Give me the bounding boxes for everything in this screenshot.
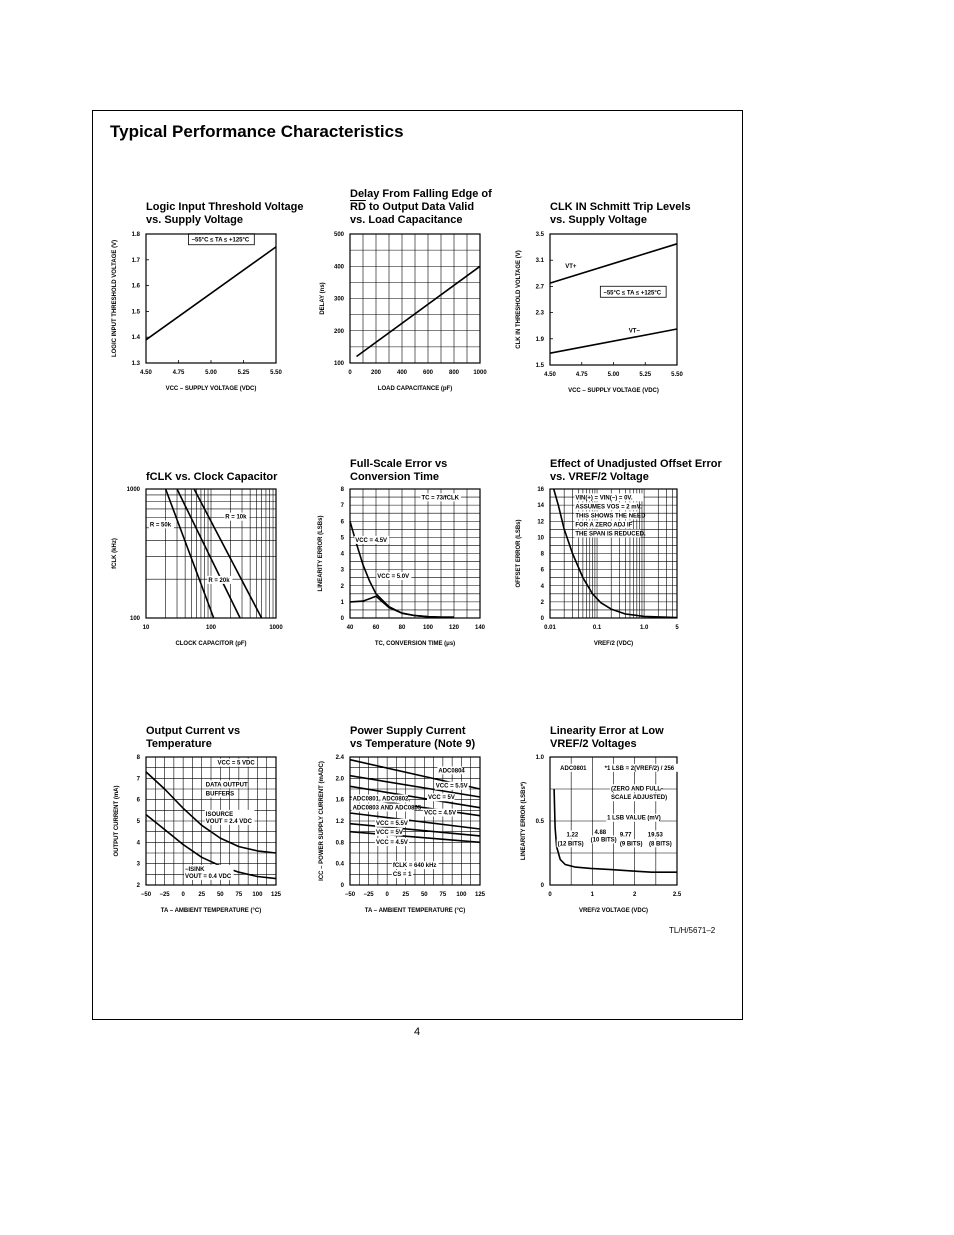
y-tick-label: 1000 <box>126 487 140 493</box>
y-tick-label: 1.5 <box>535 363 544 369</box>
chart-annotation: THE SPAN IS REDUCED. <box>575 531 646 538</box>
y-tick-label: 16 <box>537 487 544 493</box>
x-tick-label: 0 <box>348 370 352 376</box>
x-tick-label: 5 <box>675 625 679 631</box>
y-tick-label: 0.8 <box>335 840 344 847</box>
x-tick-label: 200 <box>370 370 382 376</box>
x-tick-label: 25 <box>402 892 410 898</box>
y-tick-label: 8 <box>136 755 140 761</box>
y-tick-label: 100 <box>129 616 140 622</box>
y-axis-label: fCLK (kHz) <box>112 538 118 569</box>
x-axis-label: VCC – SUPPLY VOLTAGE (VDC) <box>165 386 257 392</box>
x-tick-label: 4.50 <box>140 370 152 376</box>
chart-linearity-error <box>521 755 682 914</box>
chart-annotation: SCALE ADJUSTED) <box>610 795 668 802</box>
series-label: VT− <box>628 328 640 335</box>
x-tick-label: 100 <box>456 892 467 898</box>
x-tick-label: 1 <box>590 892 595 898</box>
series-label: VT+ <box>565 264 577 271</box>
x-tick-label: 100 <box>422 625 434 631</box>
series-label: R = 20k <box>208 577 230 584</box>
series-label: ISOURCE <box>205 811 234 818</box>
chart-annotation: ADC0804 <box>438 768 465 775</box>
y-tick-label: 10 <box>537 535 544 542</box>
y-tick-label: 12 <box>537 519 544 526</box>
y-tick-label: 1.0 <box>535 755 544 761</box>
y-axis-label: LINEARITY ERROR (LSBs) <box>318 515 324 592</box>
chart-fclk-vs-capacitor <box>112 487 283 647</box>
x-axis-label: TA – AMBIENT TEMPERATURE (°C) <box>160 908 262 914</box>
y-tick-label: 100 <box>333 361 344 367</box>
chart-grid <box>146 489 276 618</box>
y-tick-label: 0.5 <box>535 819 544 825</box>
y-tick-label: 1.3 <box>131 361 140 367</box>
series-label: R = 10k <box>225 514 247 521</box>
series-label: VOUT = 2.4 VDC <box>205 818 252 825</box>
y-tick-label: 7 <box>136 776 140 783</box>
x-tick-label: 0 <box>385 892 389 898</box>
x-axis-label: VREF/2 VOLTAGE (VDC) <box>578 908 649 914</box>
chart-annotation: VCC = 5 VDC <box>217 760 255 767</box>
chart-annotation: (12 BITS) <box>557 841 584 848</box>
chart-annotation: −55°C ≤ TA ≤ +125°C <box>603 290 662 297</box>
x-axis-label: TC, CONVERSION TIME (μs) <box>374 641 456 647</box>
chart-annotation: 1 LSB VALUE (mV) <box>607 815 661 822</box>
series-line <box>357 266 481 356</box>
series-line <box>166 489 214 618</box>
x-tick-label: 60 <box>372 625 380 631</box>
y-tick-label: 5 <box>136 819 140 825</box>
chart-annotation: *1 LSB = 2(VREF/2) / 256 <box>604 765 675 772</box>
chart-annotation: VCC = 5.5V <box>435 783 468 790</box>
y-tick-label: 3.5 <box>535 232 544 238</box>
x-tick-label: 25 <box>198 892 206 898</box>
y-axis-label: LINEARITY ERROR (LSBs*) <box>521 781 527 861</box>
y-tick-label: 0.4 <box>335 861 344 868</box>
x-tick-label: 1000 <box>269 625 283 631</box>
x-axis-label: CLOCK CAPACITOR (pF) <box>175 641 247 647</box>
chart-annotation: VCC = 5V <box>376 829 403 836</box>
y-tick-label: 2 <box>340 583 344 590</box>
y-axis-label: OUTPUT CURRENT (mA) <box>114 785 120 857</box>
x-tick-label: 0 <box>181 892 185 898</box>
x-tick-label: 2 <box>632 892 637 898</box>
series-label: −ISINK <box>185 866 205 873</box>
x-tick-label: 10 <box>142 625 150 631</box>
page-heading: Typical Performance Characteristics <box>110 122 404 141</box>
y-tick-label: 4 <box>340 551 344 558</box>
y-tick-label: 6 <box>340 519 344 526</box>
x-tick-label: 120 <box>448 625 460 631</box>
y-tick-label: 1.5 <box>131 309 140 316</box>
x-tick-label: −50 <box>344 892 356 898</box>
x-tick-label: 600 <box>422 370 434 376</box>
chart-annotation: −55°C ≤ TA ≤ +125°C <box>191 237 250 244</box>
x-tick-label: 400 <box>396 370 408 376</box>
chart-title-7: Output Current vs Temperature <box>146 725 241 750</box>
chart-annotation: CS = 1 <box>392 872 412 879</box>
x-tick-label: 1.0 <box>639 625 649 631</box>
chart-schmitt-trip-levels <box>516 232 683 394</box>
chart-annotation: fCLK = 640 kHz <box>392 863 437 870</box>
chart-title-9: Linearity Error at Low VREF/2 Voltages <box>550 725 664 750</box>
series-label: VOUT = 0.4 VDC <box>185 873 232 880</box>
y-tick-label: 8 <box>540 551 544 558</box>
x-tick-label: 5.25 <box>237 370 250 376</box>
y-tick-label: 6 <box>136 797 140 804</box>
chart-grid <box>350 234 480 363</box>
chart-annotation: ASSUMES VOS = 2 mV. <box>575 504 642 511</box>
chart-annotation: (8 BITS) <box>649 841 672 848</box>
chart-title-8: Power Supply Current vs Temperature (Note 9) <box>350 725 476 750</box>
y-tick-label: 1.9 <box>535 336 544 343</box>
x-tick-label: 0 <box>548 892 552 898</box>
series-line <box>194 489 262 618</box>
x-tick-label: −25 <box>159 892 170 898</box>
chart-logic-threshold <box>112 232 282 392</box>
series-line <box>146 247 276 340</box>
chart-delay-vs-capacitance <box>320 232 487 392</box>
page-number: 4 <box>414 1026 421 1038</box>
x-tick-label: 5.00 <box>205 370 217 376</box>
chart-title-5: Full-Scale Error vs Conversion Time <box>350 458 448 483</box>
y-tick-label: 1 <box>340 599 344 606</box>
y-tick-label: 2.4 <box>335 755 344 761</box>
plot-area <box>550 234 677 365</box>
y-axis-label: ICC – POWER SUPPLY CURRENT (mADC) <box>319 761 325 881</box>
chart-offset-error <box>516 487 679 647</box>
x-tick-label: 5.25 <box>639 372 652 378</box>
x-tick-label: 125 <box>270 892 282 898</box>
chart-annotation: 19.53 <box>647 832 663 839</box>
y-tick-label: 1.7 <box>131 257 140 264</box>
x-tick-label: 140 <box>474 625 486 631</box>
chart-annotation: (ZERO AND FULL- <box>610 786 664 793</box>
y-tick-label: 2 <box>136 883 140 889</box>
series-label: VCC = 4.5V <box>355 537 388 544</box>
y-tick-label: 500 <box>333 232 344 238</box>
chart-annotation: VCC = 4.5V <box>376 840 408 847</box>
chart-annotation: (10 BITS) <box>590 837 617 844</box>
chart-output-current <box>114 755 282 914</box>
chart-title-1: Logic Input Threshold Voltage vs. Supply Voltage <box>146 201 304 226</box>
y-tick-label: 0 <box>540 616 544 622</box>
y-tick-label: 14 <box>537 503 544 510</box>
y-tick-label: 7 <box>340 503 344 510</box>
y-tick-label: 400 <box>333 264 344 271</box>
chart-annotation: VCC = 5.5V <box>376 820 408 827</box>
x-tick-label: −50 <box>140 892 152 898</box>
x-tick-label: 100 <box>252 892 263 898</box>
y-tick-label: 1.6 <box>335 797 344 804</box>
chart-annotation: BUFFERS <box>205 791 235 798</box>
x-tick-label: 2.5 <box>672 892 682 898</box>
chart-annotation: ADC0801 <box>560 765 587 772</box>
chart-title-2: Delay From Falling Edge of $\overline{RD}$ to Output Data Valid vs. Load Capacitance <box>350 188 492 226</box>
y-tick-label: 0 <box>340 616 344 622</box>
x-tick-label: −25 <box>363 892 374 898</box>
x-tick-label: 75 <box>439 892 447 898</box>
chart-power-supply-current <box>319 755 486 914</box>
y-tick-label: 4 <box>136 840 140 847</box>
y-tick-label: 0 <box>540 883 544 889</box>
y-tick-label: 8 <box>340 487 344 493</box>
y-tick-label: 3 <box>340 567 344 574</box>
y-tick-label: 2.7 <box>535 284 544 291</box>
x-tick-label: 80 <box>398 625 406 631</box>
chart-annotation: VIN(+) = VIN(−) = 0V. <box>575 495 633 502</box>
series-label: VCC = 5.0V <box>377 574 410 581</box>
chart-annotation: VCC = 4.5V <box>424 810 456 817</box>
series-line <box>550 329 677 353</box>
x-tick-label: 4.50 <box>544 372 556 378</box>
chart-annotation: DATA OUTPUT <box>205 782 248 789</box>
y-tick-label: 1.8 <box>131 232 140 238</box>
x-tick-label: 5.50 <box>671 372 683 378</box>
y-tick-label: 200 <box>333 328 344 335</box>
chart-annotation: ADC0801, ADC0802, <box>352 796 411 803</box>
x-axis-label: VCC – SUPPLY VOLTAGE (VDC) <box>568 388 659 394</box>
y-tick-label: 2 <box>540 599 544 606</box>
y-axis-label: CLK IN THRESHOLD VOLTAGE (V) <box>516 250 522 349</box>
y-tick-label: 3.1 <box>535 258 544 265</box>
chart-annotation: 1.22 <box>566 832 579 839</box>
chart-full-scale-error <box>318 487 486 647</box>
y-tick-label: 2.0 <box>335 776 344 783</box>
y-tick-label: 300 <box>333 296 344 303</box>
x-tick-label: 4.75 <box>172 370 185 376</box>
chart-annotation: (9 BITS) <box>619 841 643 848</box>
chart-title-6: Effect of Unadjusted Offset Error vs. VREF/2 Voltage <box>550 458 722 483</box>
y-tick-label: 2.3 <box>535 310 544 317</box>
chart-title-3: CLK IN Schmitt Trip Levels vs. Supply Voltage <box>550 201 691 226</box>
y-tick-label: 1.4 <box>131 335 140 342</box>
x-tick-label: 40 <box>346 625 354 631</box>
x-tick-label: 50 <box>216 892 224 898</box>
y-tick-label: 1.6 <box>131 283 140 290</box>
y-tick-label: 4 <box>540 583 544 590</box>
chart-annotation: 4.88 <box>594 829 607 836</box>
y-tick-label: 1.2 <box>335 819 344 825</box>
figure-reference-code: TL/H/5671–2 <box>669 926 716 935</box>
x-tick-label: 800 <box>448 370 460 376</box>
x-tick-label: 1000 <box>473 370 487 376</box>
x-tick-label: 125 <box>474 892 486 898</box>
x-tick-label: 0.1 <box>592 625 602 631</box>
y-tick-label: 0 <box>340 883 344 889</box>
chart-annotation: 9.77 <box>619 832 632 839</box>
chart-annotation: TC = 73/fCLK <box>421 495 460 502</box>
x-axis-label: LOAD CAPACITANCE (pF) <box>377 386 453 392</box>
y-tick-label: 5 <box>340 535 344 542</box>
x-tick-label: 5.50 <box>270 370 282 376</box>
y-tick-label: 6 <box>540 567 544 574</box>
chart-title-4: fCLK vs. Clock Capacitor <box>146 471 278 483</box>
x-tick-label: 100 <box>205 625 217 631</box>
y-axis-label: DELAY (ns) <box>320 282 326 315</box>
series-label: R = 50k <box>149 522 172 529</box>
x-tick-label: 5.00 <box>607 372 620 378</box>
y-axis-label: LOGIC INPUT THRESHOLD VOLTAGE (V) <box>112 239 118 358</box>
chart-annotation: ADC0803 AND ADC0805 <box>352 805 422 812</box>
x-axis-label: VREF/2 (VDC) <box>593 641 634 647</box>
chart-annotation: FOR A ZERO ADJ IF <box>575 522 633 529</box>
chart-annotation: VCC = 5V <box>428 795 455 802</box>
y-tick-label: 3 <box>136 861 140 868</box>
chart-annotation: THIS SHOWS THE NEED <box>575 513 646 520</box>
plot-area <box>146 234 276 363</box>
x-tick-label: 75 <box>235 892 243 898</box>
x-tick-label: 4.75 <box>575 372 588 378</box>
x-axis-label: TA – AMBIENT TEMPERATURE (°C) <box>364 908 466 914</box>
x-tick-label: 50 <box>420 892 428 898</box>
y-axis-label: OFFSET ERROR (LSBs) <box>516 519 522 588</box>
x-tick-label: 0.01 <box>544 625 556 631</box>
